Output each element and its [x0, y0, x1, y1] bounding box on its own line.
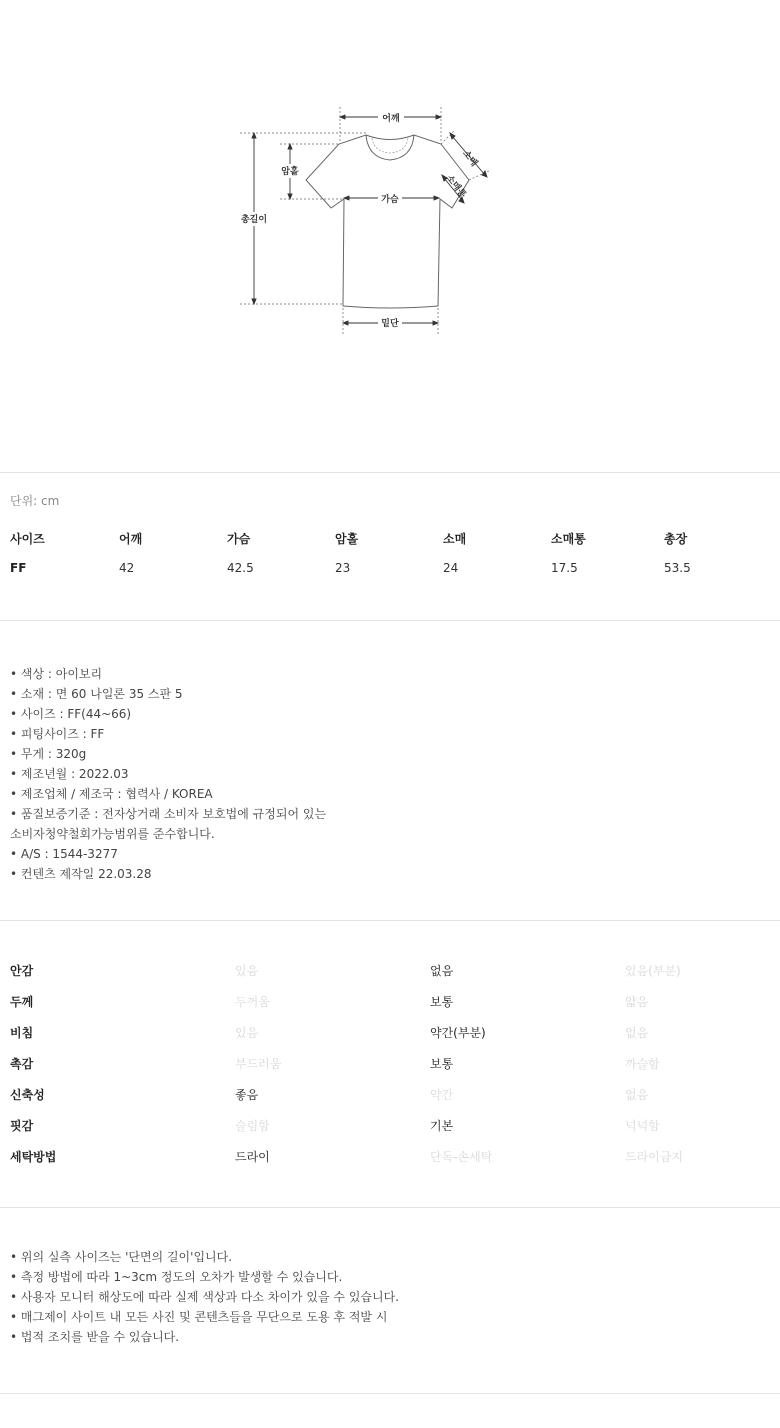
- diagram-label-shoulder: 어깨: [382, 114, 400, 124]
- cell-sleeve: 24: [443, 561, 459, 575]
- diagram-label-sleeve-width: 소매통: [443, 173, 468, 201]
- header-size: 사이즈: [10, 532, 45, 546]
- info-size: • 사이즈 : FF(44~66): [10, 707, 132, 721]
- feature-label: 신축성: [10, 1088, 45, 1102]
- product-info-list: [10, 664, 710, 884]
- feature-option: 있음: [235, 964, 259, 978]
- size-diagram: [230, 100, 510, 340]
- feature-row: [0, 1024, 780, 1042]
- header-sleeve-width: 소매통: [551, 532, 586, 546]
- section-divider: [0, 620, 780, 621]
- feature-label: 안감: [10, 964, 34, 978]
- cell-chest: 42.5: [227, 561, 254, 575]
- diagram-label-hem: 밑단: [381, 319, 399, 329]
- feature-option: 드라이금지: [625, 1150, 683, 1164]
- note-item: • 매그제이 사이트 내 모든 사진 및 콘텐츠들을 무단으로 도용 후 적발 시: [10, 1310, 388, 1324]
- feature-row: [0, 962, 780, 980]
- feature-label: 촉감: [10, 1057, 34, 1071]
- diagram-label-armhole: 암홀: [281, 167, 299, 177]
- feature-option: 보통: [430, 1057, 454, 1071]
- feature-label: 세탁방법: [10, 1150, 57, 1164]
- info-color: • 색상 : 아이보리: [10, 667, 103, 681]
- feature-option: 없음: [430, 964, 454, 978]
- section-divider: [0, 1207, 780, 1208]
- cell-shoulder: 42: [119, 561, 135, 575]
- feature-option: 좋음: [235, 1088, 259, 1102]
- feature-option: 기본: [430, 1119, 454, 1133]
- feature-option: 보통: [430, 995, 454, 1009]
- feature-option: 없음: [625, 1088, 649, 1102]
- cell-armhole: 23: [335, 561, 351, 575]
- info-warranty: • 품질보증기준 : 전자상거래 소비자 보호법에 규정되어 있는: [10, 807, 327, 821]
- diagram-label-total-length: 총길이: [240, 215, 268, 225]
- size-table-header: [0, 530, 780, 548]
- feature-option: 부드러움: [235, 1057, 282, 1071]
- cell-sleeve-width: 17.5: [551, 561, 578, 575]
- cell-total-length: 53.5: [664, 561, 691, 575]
- feature-option: 약간(부분): [430, 1026, 486, 1040]
- feature-option: 있음: [235, 1026, 259, 1040]
- section-divider: [0, 472, 780, 473]
- info-warranty-cont: 소비자청약철회가능범위를 준수합니다.: [10, 827, 215, 841]
- cell-size: FF: [10, 561, 27, 575]
- note-item: • 사용자 모니터 해상도에 따라 실제 색상과 다소 차이가 있을 수 있습니다.: [10, 1290, 400, 1304]
- unit-label: 단위: cm: [10, 494, 60, 508]
- header-total-length: 총장: [664, 532, 688, 546]
- note-item: • 위의 실측 사이즈는 '단면의 길이'입니다.: [10, 1250, 233, 1264]
- info-fitting-size: • 피팅사이즈 : FF: [10, 727, 105, 741]
- section-divider: [0, 920, 780, 921]
- header-armhole: 암홀: [335, 532, 359, 546]
- feature-option: 얇음: [625, 995, 649, 1009]
- feature-row: [0, 993, 780, 1011]
- feature-label: 비침: [10, 1026, 34, 1040]
- feature-option: 드라이: [235, 1150, 270, 1164]
- feature-option: 단독-손세탁: [430, 1150, 493, 1164]
- feature-option: 약간: [430, 1088, 454, 1102]
- feature-row: [0, 1148, 780, 1166]
- feature-option: 까슬함: [625, 1057, 660, 1071]
- header-chest: 가슴: [227, 532, 251, 546]
- feature-option: 없음: [625, 1026, 649, 1040]
- feature-label: 두께: [10, 995, 34, 1009]
- info-content-date: • 컨텐츠 제작일 22.03.28: [10, 867, 152, 881]
- tshirt-measurement-illustration: [230, 100, 510, 340]
- feature-option: 슬림함: [235, 1119, 270, 1133]
- notes-list: [10, 1247, 710, 1347]
- size-table-row: [0, 561, 780, 579]
- feature-option: 두꺼움: [235, 995, 270, 1009]
- diagram-label-chest: 가슴: [381, 195, 399, 205]
- note-item: • 측정 방법에 따라 1~3cm 정도의 오차가 발생할 수 있습니다.: [10, 1270, 343, 1284]
- header-sleeve: 소매: [443, 532, 467, 546]
- feature-row: [0, 1086, 780, 1104]
- feature-row: [0, 1055, 780, 1073]
- info-material: • 소재 : 면 60 나일론 35 스판 5: [10, 687, 183, 701]
- info-manufacture-date: • 제조년월 : 2022.03: [10, 767, 129, 781]
- section-divider: [0, 1393, 780, 1394]
- feature-row: [0, 1117, 780, 1135]
- info-manufacturer: • 제조업체 / 제조국 : 협력사 / KOREA: [10, 787, 213, 801]
- feature-label: 핏감: [10, 1119, 34, 1133]
- diagram-label-sleeve: 소매: [460, 148, 479, 169]
- note-item: • 법적 조치를 받을 수 있습니다.: [10, 1330, 180, 1344]
- info-as: • A/S : 1544-3277: [10, 847, 118, 861]
- feature-option: 있음(부분): [625, 964, 681, 978]
- info-weight: • 무게 : 320g: [10, 747, 87, 761]
- header-shoulder: 어깨: [119, 532, 143, 546]
- feature-option: 넉넉함: [625, 1119, 660, 1133]
